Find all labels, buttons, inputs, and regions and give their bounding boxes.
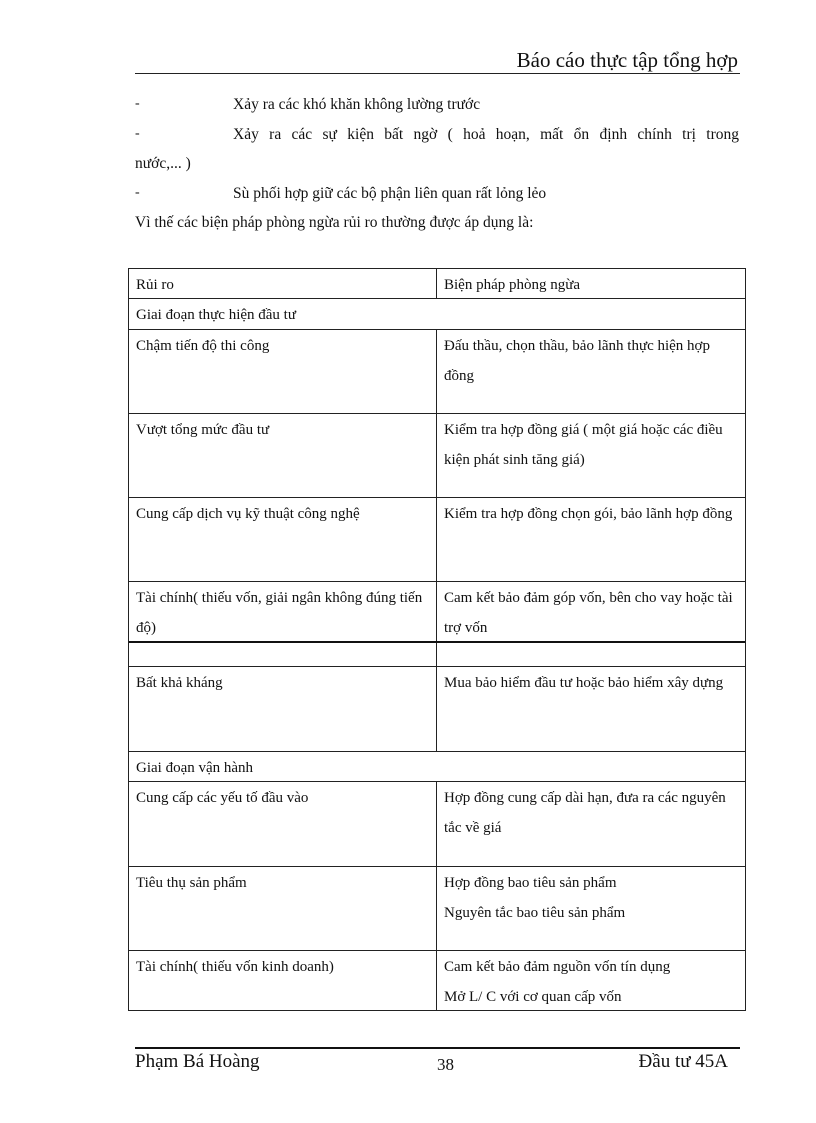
- header-rule: [135, 73, 740, 74]
- bullet-marker: -: [135, 96, 140, 111]
- measure-cell: Kiểm tra hợp đồng chọn gói, bảo lãnh hợp đồng: [444, 506, 733, 522]
- footer-class: Đầu tư 45A: [638, 1051, 728, 1072]
- bullet-text: Sù phối hợp giữ các bộ phận liên quan rất lỏng lẻo: [233, 185, 547, 202]
- measure-cell: Đấu thầu, chọn thầu, bảo lãnh thực hiện hợp đồng: [444, 338, 710, 384]
- risk-cell: Bất khả kháng: [129, 667, 437, 751]
- header-measure: Biện pháp phòng ngừa: [444, 277, 581, 293]
- bullet-marker: -: [135, 126, 140, 141]
- risk-cell: Tài chính( thiếu vốn, giải ngân không đúng tiến độ): [129, 582, 437, 641]
- footer-author: Phạm Bá Hoàng: [135, 1051, 260, 1072]
- table-row: [129, 269, 745, 299]
- bullet-text: Xảy ra các khó khăn không lường trước: [233, 96, 481, 113]
- table-row: [129, 414, 745, 498]
- table-row: [129, 582, 745, 643]
- table-row: [129, 643, 745, 667]
- measure-cell: [437, 643, 745, 666]
- section-heading: Giai đoạn thực hiện đầu tư: [136, 307, 296, 323]
- bullet-text: Xảy ra các sự kiện bất ngờ ( hoả hoạn, mất ổn định chính trị trong: [233, 126, 739, 143]
- risk-cell: Tiêu thụ sản phẩm: [129, 867, 437, 950]
- bullet-continuation: nước,... ): [135, 155, 191, 172]
- risk-cell: Tài chính( thiếu vốn kinh doanh): [129, 951, 437, 1010]
- section-heading: Giai đoạn vận hành: [136, 760, 254, 776]
- table-row: [129, 299, 745, 330]
- table-row: [129, 752, 745, 782]
- header-risk: Rủi ro: [129, 269, 437, 298]
- measure-cell: Mua bảo hiểm đầu tư hoặc bảo hiểm xây dựng: [444, 675, 724, 691]
- footer-rule: [135, 1047, 740, 1049]
- bullet-marker: -: [135, 185, 140, 200]
- risk-cell: Cung cấp dịch vụ kỹ thuật công nghệ: [129, 498, 437, 581]
- measure-cell: Cam kết bảo đảm nguồn vốn tín dụng Mở L/ C với cơ quan cấp vốn: [444, 959, 671, 1005]
- page-number: 38: [437, 1055, 454, 1074]
- risk-cell: [129, 643, 437, 666]
- table-row: [129, 951, 745, 1011]
- measure-cell: Kiểm tra hợp đồng giá ( một giá hoặc các điều kiện phát sinh tăng giá): [444, 422, 723, 468]
- risk-table: [128, 268, 746, 1011]
- table-row: [129, 782, 745, 867]
- intro-paragraph: Vì thế các biện pháp phòng ngừa rủi ro thường được áp dụng là:: [135, 214, 534, 231]
- risk-cell: Vượt tổng mức đầu tư: [129, 414, 437, 497]
- measure-cell: Cam kết bảo đảm góp vốn, bên cho vay hoặc tài trợ vốn: [444, 590, 733, 636]
- measure-cell: Hợp đồng cung cấp dài hạn, đưa ra các nguyên tắc về giá: [444, 790, 726, 836]
- table-row: [129, 867, 745, 951]
- table-row: [129, 330, 745, 414]
- table-row: [129, 498, 745, 582]
- risk-cell: Cung cấp các yếu tố đầu vào: [129, 782, 437, 866]
- risk-cell: Chậm tiến độ thi công: [129, 330, 437, 413]
- header-title: Báo cáo thực tập tổng hợp: [516, 48, 738, 72]
- table-row: [129, 667, 745, 752]
- measure-cell: Hợp đồng bao tiêu sản phẩm Nguyên tắc bao tiêu sản phẩm: [444, 875, 626, 921]
